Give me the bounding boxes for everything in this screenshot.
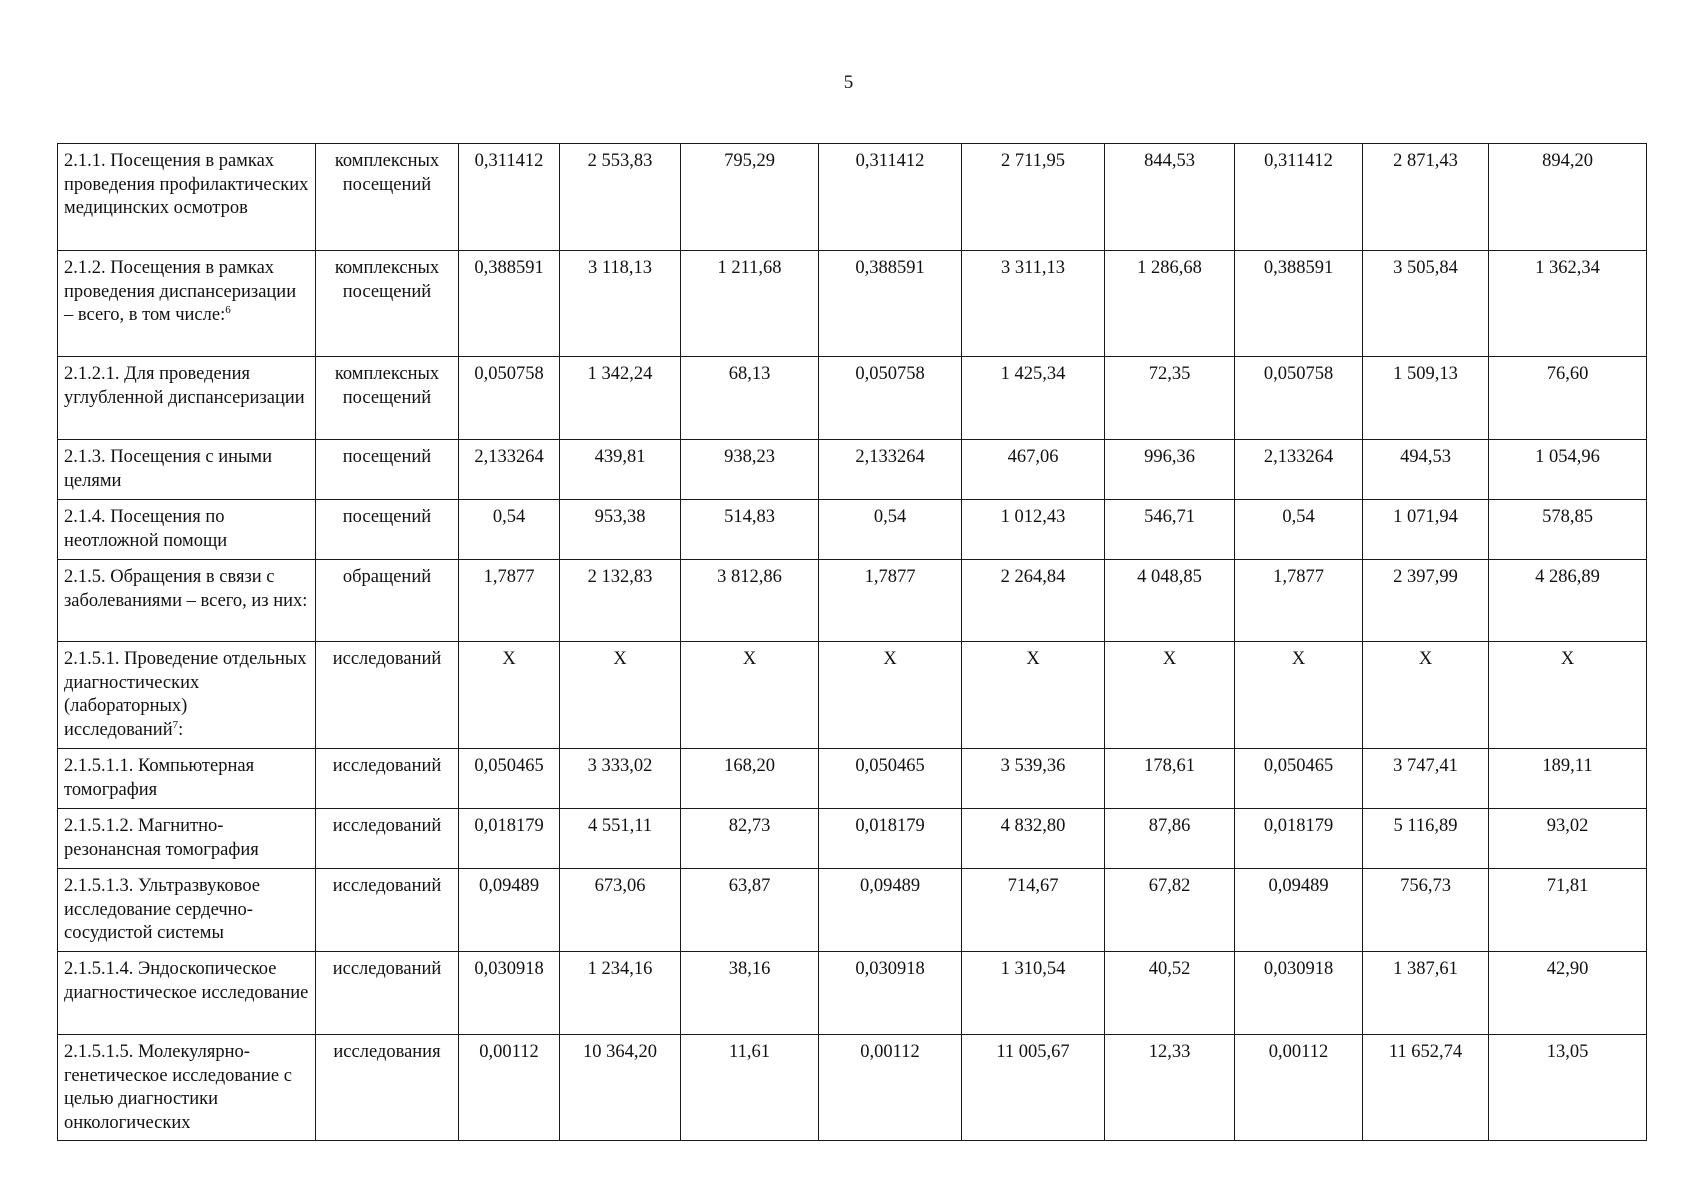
value-cell: 10 364,20 [560,1035,681,1141]
row-name: 2.1.5.1.1. Компьютерная томография [64,756,255,800]
row-unit: комплексных посещений [316,144,459,251]
value-cell: 894,20 [1489,144,1647,251]
value-cell: Х [459,642,560,749]
value-cell: Х [560,642,681,749]
value-cell: 1 071,94 [1363,500,1489,560]
table-row [58,251,1647,357]
row-name: 2.1.5. Обращения в связи с заболеваниями – всего, из них: [64,567,308,611]
value-cell: 72,35 [1105,357,1235,440]
value-cell: 0,050758 [459,357,560,440]
row-name: 2.1.1. Посещения в рамках проведения профилактических медицинских осмотров [64,151,309,218]
value-cell: 11 652,74 [1363,1035,1489,1141]
value-cell: 38,16 [681,952,819,1035]
value-cell: 673,06 [560,869,681,952]
value-cell: 63,87 [681,869,819,952]
value-cell: 1,7877 [819,560,962,642]
row-name: 2.1.5.1.4. Эндоскопическое диагностическое исследование [64,959,309,1003]
value-cell: 3 812,86 [681,560,819,642]
value-cell: 3 311,13 [962,251,1105,357]
table-row [58,357,1647,440]
value-cell: 40,52 [1105,952,1235,1035]
value-cell: 0,050758 [819,357,962,440]
table-row [58,500,1647,560]
value-cell: 2 264,84 [962,560,1105,642]
value-cell: 1 425,34 [962,357,1105,440]
value-cell: 11 005,67 [962,1035,1105,1141]
value-cell: 546,71 [1105,500,1235,560]
row-unit: исследований [316,869,459,952]
value-cell: 0,030918 [459,952,560,1035]
value-cell: Х [681,642,819,749]
value-cell: 3 118,13 [560,251,681,357]
value-cell: 4 048,85 [1105,560,1235,642]
value-cell: Х [819,642,962,749]
value-cell: 0,311412 [459,144,560,251]
table-row [58,144,1647,251]
value-cell: 1 387,61 [1363,952,1489,1035]
value-cell: 0,050465 [819,749,962,809]
value-cell: 0,050465 [1235,749,1363,809]
value-cell: 2,133264 [819,440,962,500]
value-cell: Х [1489,642,1647,749]
value-cell: 1 362,34 [1489,251,1647,357]
row-name: 2.1.5.1.5. Молекулярно-генетическое исследование с целью диагностики онкологических [64,1042,292,1133]
row-name-cell [58,869,316,952]
value-cell: 67,82 [1105,869,1235,952]
normatives-table [57,143,1647,1141]
value-cell: 0,09489 [819,869,962,952]
value-cell: Х [1105,642,1235,749]
value-cell: Х [962,642,1105,749]
value-cell: 494,53 [1363,440,1489,500]
value-cell: 1 012,43 [962,500,1105,560]
value-cell: 0,09489 [459,869,560,952]
value-cell: 68,13 [681,357,819,440]
page-number: 5 [843,72,854,93]
row-name-suffix: : [178,719,184,740]
value-cell: 4 832,80 [962,809,1105,869]
table-row [58,560,1647,642]
value-cell: 1,7877 [459,560,560,642]
row-name: 2.1.5.1.3. Ультразвуковое исследование сердечно-сосудистой системы [64,876,261,943]
value-cell: 0,311412 [1235,144,1363,251]
value-cell: 0,018179 [1235,809,1363,869]
value-cell: 514,83 [681,500,819,560]
row-unit: исследований [316,749,459,809]
value-cell: 1 234,16 [560,952,681,1035]
row-name: 2.1.4. Посещения по неотложной помощи [64,507,228,551]
value-cell: 844,53 [1105,144,1235,251]
value-cell: 1,7877 [1235,560,1363,642]
row-name-cell [58,500,316,560]
value-cell: 0,018179 [459,809,560,869]
value-cell: 996,36 [1105,440,1235,500]
value-cell: 2 397,99 [1363,560,1489,642]
value-cell: 1 509,13 [1363,357,1489,440]
row-name-cell [58,440,316,500]
value-cell: 578,85 [1489,500,1647,560]
value-cell: 168,20 [681,749,819,809]
row-unit: комплексных посещений [316,251,459,357]
table-row [58,642,1647,749]
value-cell: 0,388591 [819,251,962,357]
row-unit: посещений [316,500,459,560]
value-cell: 2 553,83 [560,144,681,251]
value-cell: 5 116,89 [1363,809,1489,869]
value-cell: 1 211,68 [681,251,819,357]
value-cell: 189,11 [1489,749,1647,809]
row-name: 2.1.5.1. Проведение отдельных диагностических (лабораторных) исследований [64,649,307,740]
value-cell: 953,38 [560,500,681,560]
value-cell: 3 539,36 [962,749,1105,809]
value-cell: 1 342,24 [560,357,681,440]
value-cell: 2 132,83 [560,560,681,642]
value-cell: 13,05 [1489,1035,1647,1141]
value-cell: 714,67 [962,869,1105,952]
value-cell: 0,388591 [1235,251,1363,357]
row-unit: исследований [316,642,459,749]
value-cell: 1 286,68 [1105,251,1235,357]
value-cell: 11,61 [681,1035,819,1141]
value-cell: 76,60 [1489,357,1647,440]
value-cell: 87,86 [1105,809,1235,869]
row-name-cell [58,642,316,749]
value-cell: 0,311412 [819,144,962,251]
value-cell: 2 871,43 [1363,144,1489,251]
value-cell: 1 054,96 [1489,440,1647,500]
value-cell: 0,050465 [459,749,560,809]
value-cell: 0,00112 [1235,1035,1363,1141]
value-cell: 0,018179 [819,809,962,869]
value-cell: 3 505,84 [1363,251,1489,357]
value-cell: 12,33 [1105,1035,1235,1141]
row-name: 2.1.2. Посещения в рамках проведения диспансеризации – всего, в том числе: [64,258,297,325]
value-cell: 756,73 [1363,869,1489,952]
row-name-cell [58,1035,316,1141]
row-unit: исследований [316,952,459,1035]
value-cell: 71,81 [1489,869,1647,952]
table-row [58,869,1647,952]
footnote-marker: 7 [172,718,179,731]
value-cell: 0,54 [819,500,962,560]
row-name-cell [58,251,316,357]
value-cell: 0,54 [1235,500,1363,560]
value-cell: 4 286,89 [1489,560,1647,642]
value-cell: 439,81 [560,440,681,500]
row-name-cell [58,809,316,869]
value-cell: 0,00112 [819,1035,962,1141]
row-unit: исследований [316,809,459,869]
value-cell: 3 333,02 [560,749,681,809]
table-row [58,749,1647,809]
value-cell: 93,02 [1489,809,1647,869]
value-cell: 82,73 [681,809,819,869]
value-cell: 0,388591 [459,251,560,357]
table-row [58,952,1647,1035]
value-cell: 1 310,54 [962,952,1105,1035]
row-unit: комплексных посещений [316,357,459,440]
value-cell: 938,23 [681,440,819,500]
value-cell: Х [1363,642,1489,749]
value-cell: 42,90 [1489,952,1647,1035]
table-body [58,144,1647,1141]
value-cell: 0,030918 [1235,952,1363,1035]
table-row [58,809,1647,869]
value-cell: 0,030918 [819,952,962,1035]
value-cell: 0,050758 [1235,357,1363,440]
value-cell: 795,29 [681,144,819,251]
row-name: 2.1.3. Посещения с иными целями [64,447,273,491]
footnote-marker: 6 [225,303,231,316]
value-cell: 467,06 [962,440,1105,500]
row-name-cell [58,952,316,1035]
row-name-cell [58,749,316,809]
table-row [58,1035,1647,1141]
value-cell: 0,09489 [1235,869,1363,952]
row-name-cell [58,357,316,440]
row-unit: обращений [316,560,459,642]
row-name: 2.1.5.1.2. Магнитно-резонансная томография [64,816,259,860]
row-name: 2.1.2.1. Для проведения углубленной диспансеризации [64,364,305,408]
value-cell: 2,133264 [459,440,560,500]
value-cell: 2,133264 [1235,440,1363,500]
table-row [58,440,1647,500]
value-cell: 2 711,95 [962,144,1105,251]
value-cell: 0,54 [459,500,560,560]
row-unit: исследования [316,1035,459,1141]
value-cell: 3 747,41 [1363,749,1489,809]
row-name-cell [58,560,316,642]
value-cell: Х [1235,642,1363,749]
value-cell: 0,00112 [459,1035,560,1141]
row-name-cell [58,144,316,251]
row-unit: посещений [316,440,459,500]
value-cell: 4 551,11 [560,809,681,869]
value-cell: 178,61 [1105,749,1235,809]
